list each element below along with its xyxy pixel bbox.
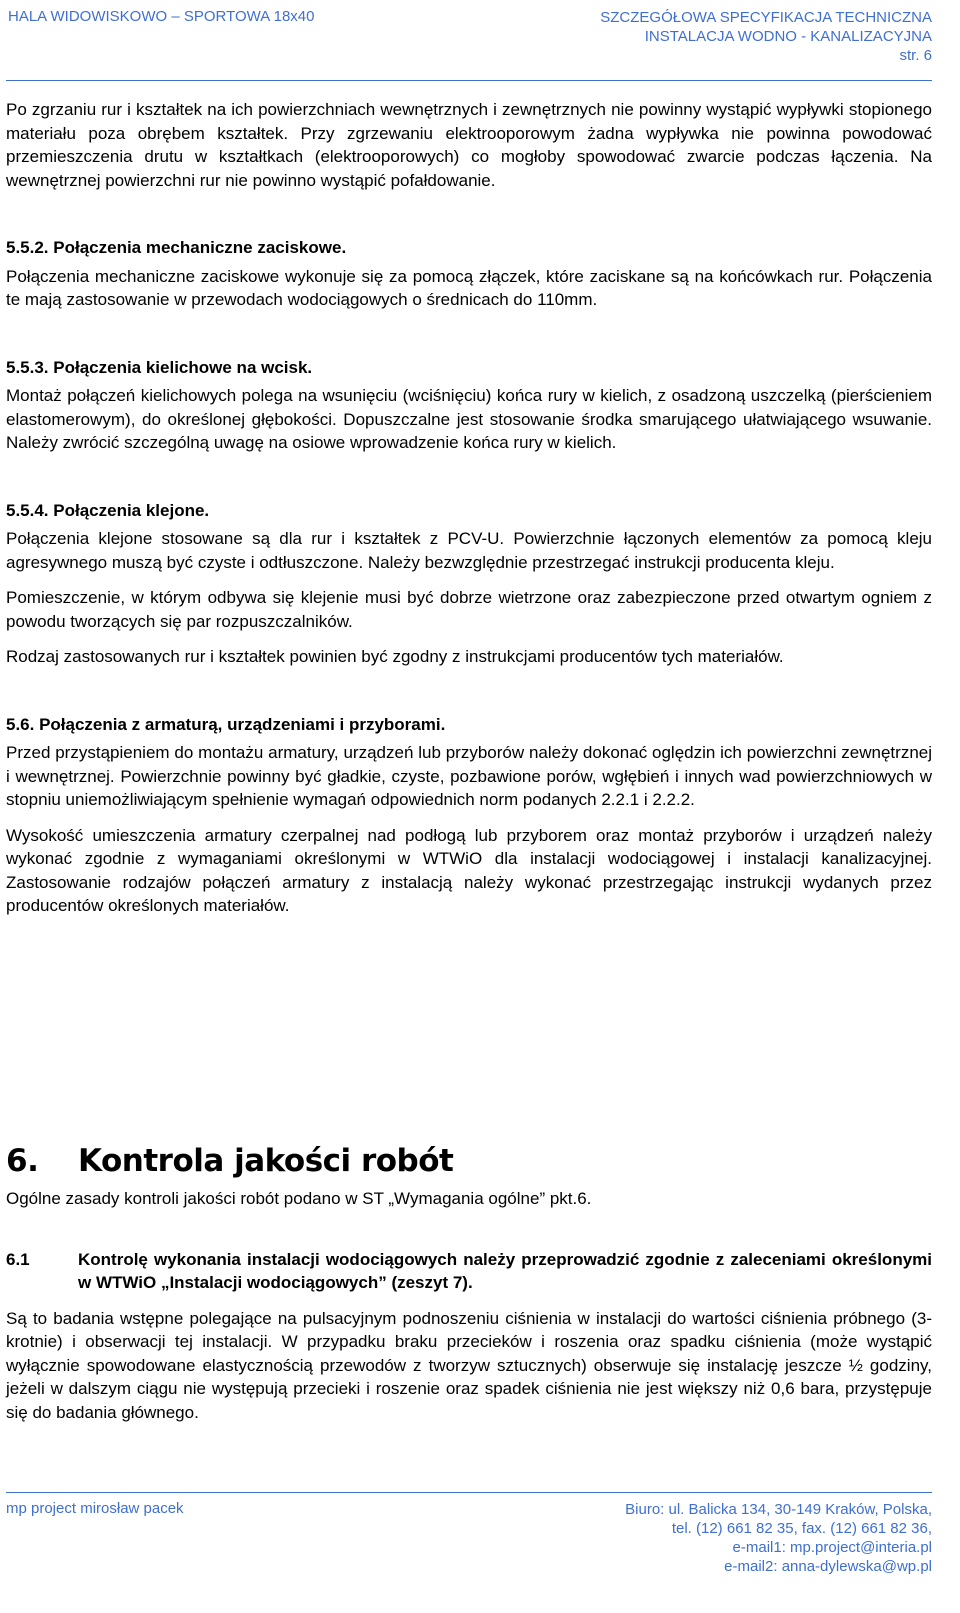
section-heading-5-5-3: 5.5.3. Połączenia kielichowe na wcisk. (6, 357, 313, 377)
section-heading-5-6: 5.6. Połączenia z armaturą, urządzeniami i przyborami. (6, 714, 446, 734)
section-heading-5-5-2: 5.5.2. Połączenia mechaniczne zaciskowe. (6, 238, 347, 257)
paragraph: Są to badania wstępne polegające na pulsacyjnym podnoszeniu ciśnienia w instalacji do wartości ciśnienia próbnego (3-krotnie) i obserwacji tej instalacji. W przypadku braku przecieków i roszenia oraz spadku ciśnienia (może wystąpić wyłącznie spowodowane elastycznością przewodów z tworzyw sztucznych) obserwuje się instalację jeszcze ½ godziny, jeżeli w dalszym ciągu nie występują przecieki i roszenie oraz spadek ciśnienia nie jest większy niż 0,6 bara, przystępuje się do badania głównego. (6, 1308, 932, 1422)
paragraph: Ogólne zasady kontroli jakości robót podano w ST „Wymagania ogólne” pkt.6. (6, 1189, 592, 1208)
paragraph: Pomieszczenie, w którym odbywa się klejenie musi być dobrze wietrzone oraz zabezpieczone przed otwartym ogniem z powodu tworzących się par rozpuszczalników. (6, 588, 932, 631)
project-title: HALA WIDOWISKOWO – SPORTOWA 18x40 (8, 8, 315, 25)
spec-title-block (600, 8, 932, 65)
paragraph: Rodzaj zastosowanych rur i kształtek powinien być zgodny z instrukcjami producentów tych materiałów. (6, 647, 784, 666)
section-heading-5-5-4: 5.5.4. Połączenia klejone. (6, 500, 210, 520)
paragraph: Montaż połączeń kielichowych polega na wsunięciu (wciśnięciu) końca rury w kielich, z osadzoną uszczelką (pierścieniem elastomerowym), do określonej głębokości. Dopuszczalne jest stosowanie środka smarującego ułatwiającego wsuwanie. Należy zwrócić szczególną uwagę na osiowe wprowadzenie końca rury w kielich. (6, 386, 932, 452)
address-line: Biuro: ul. Balicka 134, 30-149 Kraków, Polska, (625, 1501, 932, 1518)
spec-title: SZCZEGÓŁOWA SPECYFIKACJA TECHNICZNA (600, 9, 932, 26)
section-title: Kontrolę wykonania instalacji wodociągowych należy przeprowadzić zgodnie z zaleceniami określonymi w WTWiO „Instalacji wodociągowych” (zeszyt 7). (78, 1249, 932, 1292)
page-header (0, 0, 960, 80)
chapter-title: Kontrola jakości robót (78, 1143, 454, 1179)
spec-subtitle: INSTALACJA WODNO - KANALIZACYJNA (644, 28, 932, 45)
paragraph: Przed przystąpieniem do montażu armatury, urządzeń lub przyborów należy dokonać oględzin ich powierzchni zewnętrznej i wewnętrznej. Powierzchnie powinny być gładkie, czyste, pozbawione porów, wgłębień i innych wad powierzchniowych w stopniu uniemożliwiającym spełnienie wymagań odpowiednich norm podanych 2.2.1 i 2.2.2. (6, 743, 932, 809)
company-name: mp project mirosław pacek (6, 1500, 184, 1517)
document-body (6, 98, 932, 918)
paragraph: Połączenia mechaniczne zaciskowe wykonuje się za pomocą złączek, które zaciskane są na końcówkach rur. Połączenia te mają zastosowanie w przewodach wodociągowych o średnicach do 110mm. (6, 266, 932, 309)
page-number: str. 6 (899, 47, 932, 64)
phone-line: tel. (12) 661 82 35, fax. (12) 661 82 36, (671, 1520, 932, 1537)
chapter-number: 6. (6, 1143, 39, 1179)
paragraph: Wysokość umieszczenia armatury czerpalnej nad podłogą lub przyborem oraz montaż przyborów i urządzeń należy wykonać zgodnie z wymaganiami określonymi w WTWiO dla instalacji wodociągowej i instalacji kanalizacyjnej. Zastosowanie rodzajów połączeń armatury z instalacją należy wykonać przestrzegając instrukcji wydanych przez producentów określonych materiałów. (6, 825, 932, 915)
footer-rule (6, 1492, 932, 1493)
header-rule (6, 80, 932, 81)
chapter-heading-6 (6, 1143, 453, 1179)
contact-block (625, 1500, 932, 1576)
email-line-2: e-mail2: anna-dylewska@wp.pl (724, 1558, 932, 1575)
section-number: 6.1 (6, 1249, 30, 1269)
email-line-1: e-mail1: mp.project@interia.pl (732, 1539, 932, 1556)
paragraph: Po zgrzaniu rur i kształtek na ich powierzchniach wewnętrznych i zewnętrznych nie powinny wystąpić wypływki stopionego materiału poza obrębem kształtek. Przy zgrzewaniu elektrooporowym żadna wypływka nie powinna powodować przemieszczenia drutu w kształtkach (elektrooporowych) co mogłoby spowodować zwarcie podczas łączenia. Na wewnętrznej powierzchni rur nie powinno wystąpić pofałdowanie. (6, 100, 932, 190)
paragraph: Połączenia klejone stosowane są dla rur i kształtek z PCV-U. Powierzchnie łączonych elementów za pomocą kleju agresywnego muszą być czyste i odtłuszczone. Należy bezwzględnie przestrzegać instrukcji producenta kleju. (6, 529, 932, 572)
document-body-continued (6, 1187, 932, 1424)
section-heading-6-1 (6, 1248, 932, 1295)
